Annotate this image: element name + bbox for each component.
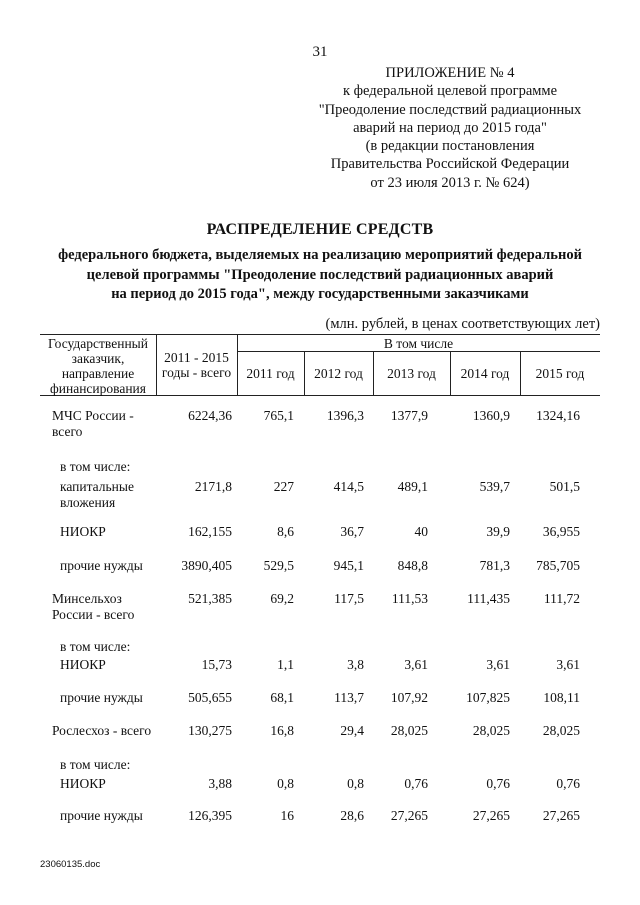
table-cell: 28,025 — [390, 723, 428, 738]
table-row-label: Минсельхоз России - всего — [52, 591, 135, 622]
table-cell: 945,1 — [333, 558, 364, 573]
table-cell: 227 — [273, 479, 294, 494]
table-row-label: НИОКР — [60, 657, 106, 672]
table-row-label: капитальные вложения — [60, 479, 134, 510]
appendix-line: аварий на период до 2015 года" — [353, 119, 547, 136]
table-cell: 6224,36 — [188, 408, 232, 423]
table-cell: 0,76 — [404, 776, 428, 791]
table-cell: 8,6 — [277, 524, 294, 539]
table-cell: 68,1 — [270, 690, 294, 705]
table-cell: 130,275 — [188, 723, 232, 738]
header-year: 2012 год — [314, 366, 363, 381]
table-cell: 36,955 — [542, 524, 580, 539]
table-cell: 2171,8 — [194, 479, 232, 494]
table-row-label: в том числе: — [60, 757, 131, 772]
header-year: 2015 год — [535, 366, 585, 381]
table-cell: 1360,9 — [472, 408, 510, 423]
table-cell: 36,7 — [340, 524, 364, 539]
table-cell: 1324,16 — [536, 408, 580, 423]
table-cell: 16 — [280, 808, 294, 823]
table-cell: 162,155 — [188, 524, 232, 539]
table-cell: 16,8 — [270, 723, 294, 738]
table-cell: 529,5 — [263, 558, 294, 573]
header-customer: Государственный заказчик, направление финансирования — [48, 336, 148, 396]
table-row-label: прочие нужды — [60, 808, 143, 823]
table-cell: 111,435 — [467, 591, 510, 606]
table-cell: 28,025 — [472, 723, 510, 738]
subtitle-line: целевой программы "Преодоление последствий радиационных аварий — [86, 266, 554, 283]
table-cell: 781,3 — [479, 558, 510, 573]
table-cell: 40 — [414, 524, 428, 539]
table-cell: 69,2 — [270, 591, 294, 606]
table-cell: 3,61 — [556, 657, 580, 672]
table-cell: 3,8 — [347, 657, 364, 672]
table-cell: 785,705 — [536, 558, 580, 573]
appendix-line: ПРИЛОЖЕНИЕ № 4 — [385, 65, 515, 81]
table-cell: 0,76 — [556, 776, 580, 791]
table-cell: 126,395 — [188, 808, 232, 823]
table-cell: 1396,3 — [326, 408, 364, 423]
table-top-border — [40, 334, 600, 335]
table-cell: 1,1 — [277, 657, 294, 672]
table-cell: 27,265 — [390, 808, 428, 823]
appendix-line: к федеральной целевой программе — [342, 83, 558, 100]
table-cell: 39,9 — [486, 524, 510, 539]
table-cell: 3890,405 — [181, 558, 232, 573]
table-row-label: Рослесхоз - всего — [52, 723, 152, 738]
table-cell: 3,61 — [486, 657, 510, 672]
table-cell: 0,76 — [486, 776, 510, 791]
table-cell: 28,025 — [542, 723, 580, 738]
table-cell: 113,7 — [334, 690, 364, 705]
table-cell: 1377,9 — [390, 408, 428, 423]
table-cell: 107,92 — [390, 690, 428, 705]
table-cell: 0,8 — [347, 776, 364, 791]
table-cell: 28,6 — [340, 808, 364, 823]
table-cell: 15,73 — [201, 657, 232, 672]
header-year: 2011 год — [246, 366, 295, 381]
units-note: (млн. рублей, в ценах соответствующих лет) — [325, 316, 600, 332]
table-cell: 27,265 — [472, 808, 510, 823]
table-cell: 3,61 — [404, 657, 428, 672]
page-number: 31 — [312, 44, 328, 60]
table-row-label: в том числе: — [60, 639, 131, 654]
subtitle-line: на период до 2015 года", между государственными заказчиками — [111, 286, 529, 302]
table-cell: 414,5 — [333, 479, 364, 494]
document-subtitle — [20, 246, 620, 305]
appendix-line: (в редакции постановления — [365, 138, 535, 155]
table-cell: 111,53 — [391, 591, 428, 606]
table-cell: 29,4 — [340, 723, 364, 738]
table-row-label: НИОКР — [60, 524, 106, 539]
table-row-label: МЧС России - всего — [52, 408, 134, 439]
appendix-block — [300, 64, 600, 192]
table-cell: 489,1 — [397, 479, 428, 494]
appendix-line: от 23 июля 2013 г. № 624) — [370, 174, 530, 191]
table-cell: 501,5 — [549, 479, 580, 494]
appendix-line: "Преодоление последствий радиационных — [318, 101, 582, 118]
appendix-line: Правительства Российской Федерации — [330, 156, 570, 173]
table-cell: 539,7 — [479, 479, 510, 494]
table-cell: 108,11 — [543, 690, 580, 705]
header-year: 2014 год — [460, 366, 510, 381]
table-row-label: прочие нужды — [60, 558, 143, 573]
header-year: 2013 год — [387, 366, 436, 381]
table-cell: 765,1 — [263, 408, 294, 423]
table-cell: 111,72 — [543, 591, 580, 606]
header-subdivider — [237, 351, 600, 352]
table-cell: 107,825 — [466, 690, 510, 705]
table-cell: 848,8 — [397, 558, 428, 573]
header-in-that: В том числе — [383, 336, 454, 351]
table-cell: 0,8 — [277, 776, 294, 791]
table-cell: 521,385 — [188, 591, 232, 606]
file-name-footer: 23060135.doc — [40, 859, 101, 870]
table-cell: 3,88 — [208, 776, 232, 791]
document-title: РАСПРЕДЕЛЕНИЕ СРЕДСТВ — [206, 221, 434, 238]
table-cell: 117,5 — [334, 591, 364, 606]
header-total: 2011 - 2015 годы - всего — [161, 350, 232, 380]
subtitle-line: федерального бюджета, выделяемых на реализацию мероприятий федеральной — [58, 247, 582, 263]
table-row-label: НИОКР — [60, 776, 106, 791]
table-row-label: прочие нужды — [60, 690, 143, 705]
table-row-label: в том числе: — [60, 459, 131, 474]
table-cell: 505,655 — [188, 690, 232, 705]
table-cell: 27,265 — [542, 808, 580, 823]
